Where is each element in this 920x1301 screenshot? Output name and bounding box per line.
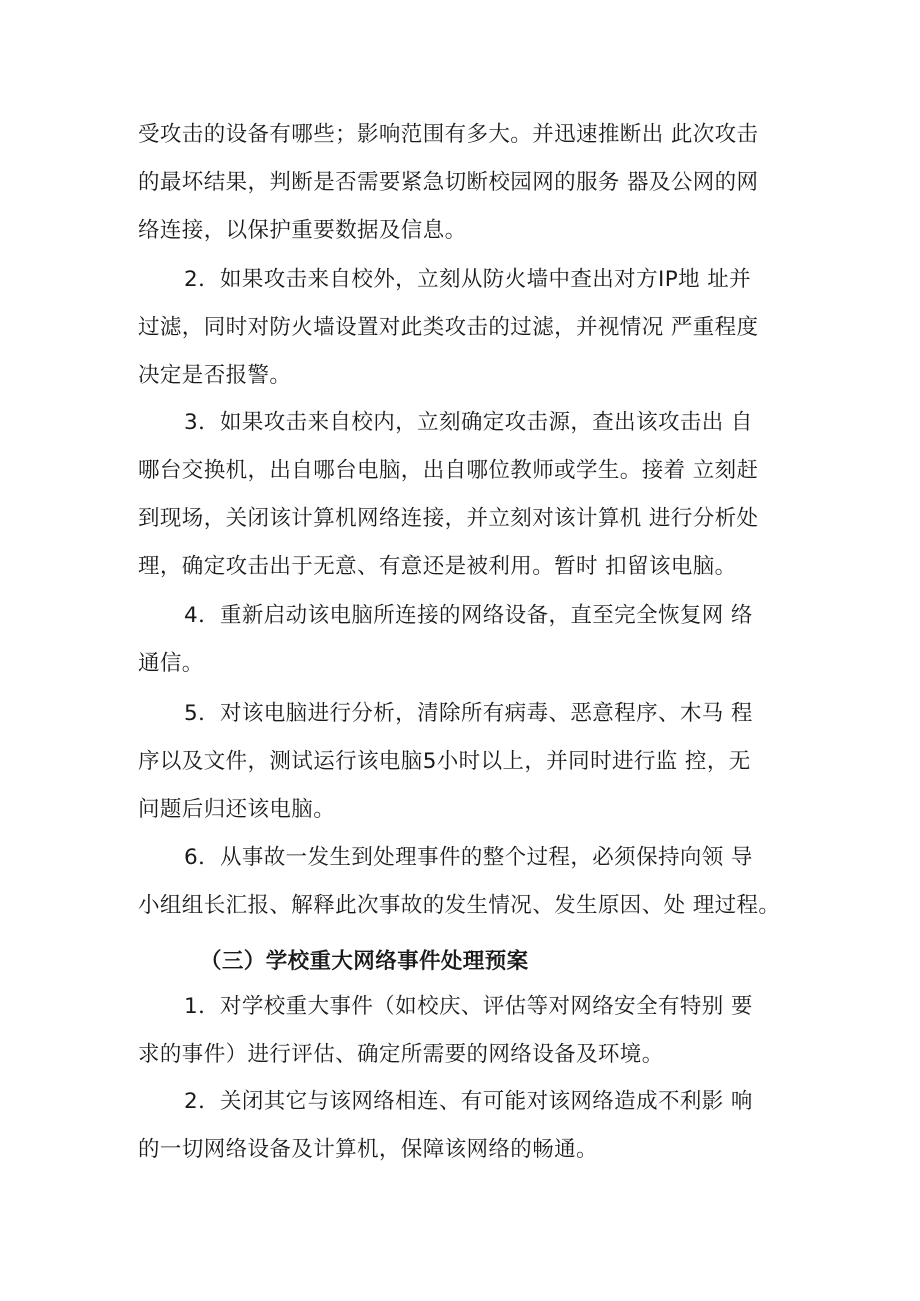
text-line: 络连接，以保护重要数据及信息。	[138, 218, 467, 243]
paragraph-attack-scope	[138, 111, 788, 255]
text-line: 序以及文件，测试运行该电脑5小时以上，并同时进行监 控，无	[138, 749, 751, 774]
text-line: 2．关闭其它与该网络相连、有可能对该网络造成不利影 响	[184, 1089, 753, 1114]
text-line: 决定是否报警。	[138, 363, 292, 388]
paragraph-item-2	[138, 256, 788, 400]
section-heading: （三）学校重大网络事件处理预案	[200, 949, 529, 974]
text-line: 通信。	[138, 651, 204, 676]
paragraph-item-4	[138, 592, 788, 688]
paragraph-item-6	[138, 834, 788, 930]
text-line: 过滤，同时对防火墙设置对此类攻击的过滤，并视情况 严重程度	[138, 315, 759, 340]
paragraph-item-3	[138, 399, 788, 591]
text-line: 的最坏结果，判断是否需要紧急切断校园网的服务 器及公网的网	[138, 170, 759, 195]
text-line: 4．重新启动该电脑所连接的网络设备，直至完全恢复网 络	[184, 603, 753, 628]
text-line: 到现场，关闭该计算机网络连接，并立刻对该计算机 进行分析处	[138, 506, 759, 531]
text-line: 6．从事故一发生到处理事件的整个过程，必须保持向领 导	[184, 845, 753, 870]
text-line: 求的事件）进行评估、确定所需要的网络设备及环境。	[138, 1042, 664, 1067]
text-line: 理，确定攻击出于无意、有意还是被利用。暂时 扣留该电脑。	[138, 554, 737, 579]
text-line: 2．如果攻击来自校外，立刻从防火墙中查出对方IP地 址并	[184, 267, 752, 292]
text-line: 问题后归还该电脑。	[138, 797, 336, 822]
text-line: 1．对学校重大事件（如校庆、评估等对网络安全有特别 要	[184, 994, 753, 1019]
text-line: 小组组长汇报、解释此次事故的发生情况、发生原因、处 理过程。	[138, 893, 781, 918]
paragraph-item-5	[138, 690, 788, 834]
text-line: 哪台交换机，出自哪台电脑，出自哪位教师或学生。接着 立刻赶	[138, 458, 759, 483]
text-line: 的一切网络设备及计算机，保障该网络的畅通。	[138, 1137, 598, 1162]
text-line: 5．对该电脑进行分析，清除所有病毒、恶意程序、木马 程	[184, 701, 753, 726]
text-line: 受攻击的设备有哪些；影响范围有多大。并迅速推断出 此次攻击	[138, 122, 759, 147]
paragraph-section-item-2	[138, 1078, 788, 1174]
text-line: 3．如果攻击来自校内，立刻确定攻击源，查出该攻击出 自	[184, 410, 753, 435]
paragraph-section-item-1	[138, 983, 788, 1079]
